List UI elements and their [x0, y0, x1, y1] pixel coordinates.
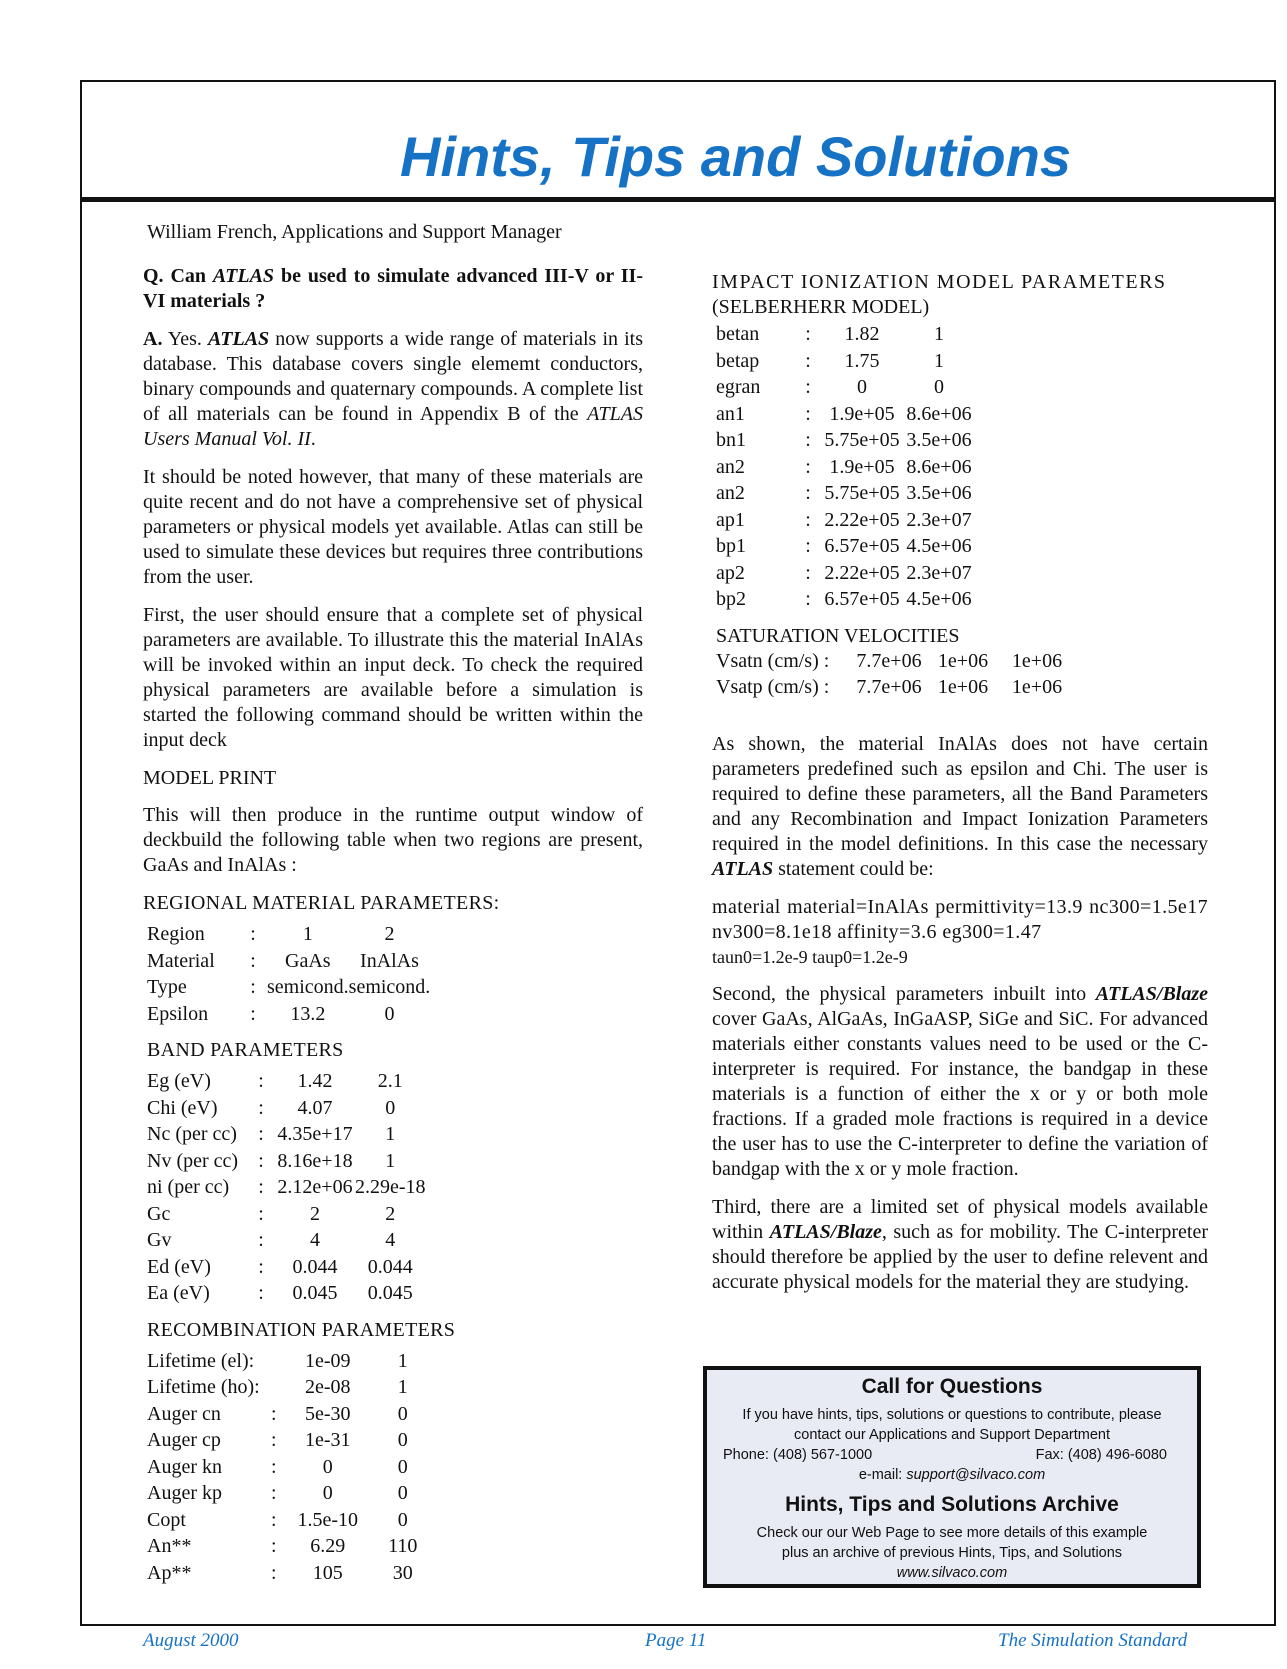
band-row — [147, 1281, 426, 1308]
band-cell: 8.16e+18 — [277, 1149, 353, 1172]
band-cell: ni (per cc) — [147, 1176, 230, 1198]
band-cell: Eg (eV) — [147, 1070, 211, 1092]
callbox-line1: If you have hints, tips, solutions or questions to contribute, please — [742, 1407, 1162, 1423]
impact-cell: 8.6e+06 — [906, 455, 972, 478]
impact-cell: 0 — [934, 376, 944, 398]
saturation-title: SATURATION VELOCITIES — [716, 624, 960, 647]
band-cell: 4 — [310, 1229, 320, 1251]
regional-cell: Region — [147, 923, 205, 945]
band-cell: 2.12e+06 — [277, 1176, 353, 1198]
footer-date: August 2000 — [143, 1630, 239, 1651]
recombination-cell: 2e-08 — [304, 1376, 351, 1398]
recombination-cell: 0 — [397, 1402, 408, 1425]
paragraph-6: Second, the physical parameters inbuilt into ATLAS/Blaze cover GaAs, AlGaAs, InGaASP, SiGe and SiC. For advanced materials either constants values need to be used or the C-interpreter is required. For instance, the bandgap in these materials is a function of either the x or y or both mole fractions. If a graded mole fractions is required in a device the user has to use the C-interpreter to define the variation of bandgap with the x or y mole fraction. — [712, 982, 1208, 1180]
impact-cell: an2 — [716, 455, 745, 478]
regional-cell: semicond. — [267, 976, 349, 998]
website-link[interactable]: www.silvaco.com — [896, 1565, 1008, 1581]
impact-cell: betan — [716, 323, 760, 345]
impact-cell: an2 — [716, 482, 745, 504]
recombination-row — [147, 1375, 438, 1402]
band-row — [147, 1255, 426, 1282]
band-cell: 0.045 — [292, 1282, 338, 1304]
recombination-row — [147, 1481, 438, 1508]
impact-cell: ap1 — [716, 508, 745, 531]
call-for-questions-box — [703, 1366, 1201, 1588]
email-line: e-mail: support@silvaco.com — [858, 1467, 1046, 1483]
impact-row — [716, 508, 974, 535]
question: Q. Can ATLAS be used to simulate advanced III-V or II-VI materials ? — [143, 265, 643, 312]
footer-publication: The Simulation Standard — [998, 1630, 1188, 1651]
band-cell: : — [258, 1176, 264, 1198]
regional-row — [147, 1002, 430, 1029]
impact-cell: ap2 — [716, 561, 745, 584]
answer-paragraph: A. Yes. ATLAS now supports a wide range of materials in its database. This database covers single elememt conductors, binary compounds and quaternary compounds. A complete list of all materials can be found in Appendix B of the ATLAS Users Manual Vol. II. — [143, 328, 644, 450]
impact-cell: egran — [716, 376, 761, 398]
recombination-cell: Copt — [147, 1508, 186, 1531]
regional-cell: 0 — [384, 1002, 395, 1025]
impact-cell: 1 — [934, 349, 944, 372]
band-cell: 2.29e-18 — [355, 1176, 426, 1198]
impact-row — [716, 455, 974, 482]
impact-cell: : — [805, 508, 811, 531]
recombination-row — [147, 1402, 438, 1429]
impact-cell: : — [805, 402, 811, 425]
impact-row — [716, 587, 974, 614]
band-cell: : — [258, 1282, 264, 1304]
impact-cell: bp2 — [716, 588, 746, 610]
band-cell: 1.42 — [297, 1070, 333, 1092]
impact-row — [716, 375, 974, 402]
paragraph-7: Third, there are a limited set of physical models available within ATLAS/Blaze, such as for mobility. The C-interpreter should therefore be applied by the user to define relevent and accurate physical models for the material they are studying. — [712, 1195, 1209, 1293]
recombination-cell: 1e-31 — [304, 1429, 351, 1451]
impact-cell: bp1 — [716, 535, 746, 557]
recombination-cell: : — [270, 1402, 277, 1425]
band-cell: Ed (eV) — [147, 1255, 211, 1278]
regional-row — [147, 949, 430, 976]
band-table — [147, 1069, 426, 1308]
callbox-title: Call for Questions — [861, 1375, 1043, 1398]
recombination-cell: 0 — [397, 1508, 408, 1531]
recombination-row — [147, 1455, 438, 1482]
impact-cell: 2.22e+05 — [824, 508, 900, 531]
impact-cell: 5.75e+05 — [824, 429, 900, 451]
material-statement: material material=InAlAs permittivity=13.9 nc300=1.5e17 nv300=8.1e18 affinity=3.6 eg300=1.47 taun0=1.2e-9 taup0=1.2e-9 — [712, 895, 1208, 967]
impact-cell: : — [805, 561, 811, 584]
impact-cell: 2.22e+05 — [824, 561, 900, 584]
band-cell: Gc — [147, 1202, 171, 1225]
band-cell: 0.045 — [367, 1282, 413, 1304]
band-cell: Nc (per cc) — [147, 1123, 237, 1145]
recombination-cell: : — [270, 1561, 277, 1584]
regional-cell: Type — [147, 976, 187, 998]
impact-cell: an1 — [716, 402, 745, 425]
regional-cell: : — [250, 1002, 256, 1025]
impact-cell: 2.3e+07 — [906, 561, 972, 584]
impact-cell: : — [805, 429, 811, 451]
saturation-cell: 7.7e+06 — [856, 676, 922, 698]
recombination-cell: : — [270, 1508, 277, 1531]
recombination-cell: 105 — [312, 1561, 343, 1584]
regional-cell: InAlAs — [360, 949, 419, 972]
impact-cell: 5.75e+05 — [824, 482, 900, 504]
recombination-table — [147, 1349, 438, 1588]
recombination-cell: 1 — [397, 1349, 408, 1372]
band-cell: 0.044 — [292, 1255, 338, 1278]
recombination-cell — [260, 1349, 288, 1376]
band-cell: 4.35e+17 — [277, 1123, 353, 1145]
impact-cell: : — [805, 455, 811, 478]
recombination-cell: Lifetime (ho): — [147, 1376, 260, 1398]
fax-text: Fax: (408) 496-6080 — [1035, 1447, 1167, 1463]
impact-cell: : — [805, 535, 811, 557]
recombination-cell: : — [270, 1482, 277, 1504]
band-cell: : — [258, 1149, 264, 1172]
band-cell: 1 — [385, 1123, 396, 1145]
recombination-cell: Auger kn — [147, 1455, 222, 1478]
band-cell: Chi (eV) — [147, 1096, 218, 1119]
recombination-row — [147, 1428, 438, 1455]
recombination-cell: 1e-09 — [304, 1349, 351, 1372]
impact-row — [716, 349, 974, 376]
impact-cell: 1.9e+05 — [829, 402, 895, 425]
regional-cell: 1 — [302, 923, 313, 945]
saturation-table — [716, 649, 1074, 702]
regional-cell: : — [250, 976, 256, 998]
impact-cell: 0 — [857, 376, 867, 398]
impact-cell: : — [805, 349, 811, 372]
impact-row — [716, 481, 974, 508]
band-cell: 4.07 — [297, 1096, 333, 1119]
recombination-cell: 6.29 — [310, 1535, 346, 1557]
phone-text: Phone: (408) 567-1000 — [723, 1447, 873, 1463]
saturation-row — [716, 675, 1074, 702]
recombination-cell: Auger cp — [147, 1429, 221, 1451]
band-cell: 1 — [385, 1149, 396, 1172]
recombination-cell: Lifetime (el): — [147, 1349, 255, 1372]
saturation-cell: 7.7e+06 — [856, 649, 922, 672]
saturation-row — [716, 649, 1074, 676]
recombination-cell: Ap** — [147, 1561, 192, 1584]
regional-cell: Material — [147, 949, 215, 972]
band-cell: Nv (per cc) — [147, 1149, 239, 1172]
recombination-cell: Auger cn — [147, 1402, 221, 1425]
contact-row — [707, 1445, 1197, 1465]
recombination-cell: 0 — [397, 1455, 408, 1478]
email-link[interactable]: support@silvaco.com — [906, 1467, 1046, 1483]
impact-cell: 1 — [934, 323, 944, 345]
saturation-cell: 1e+06 — [937, 676, 989, 698]
recombination-row — [147, 1508, 438, 1535]
impact-cell: : — [805, 323, 811, 345]
band-title: BAND PARAMETERS — [147, 1039, 344, 1061]
recombination-cell: 0 — [397, 1429, 408, 1451]
title-divider — [80, 197, 1276, 202]
band-cell: 4 — [385, 1229, 396, 1251]
band-cell: 2 — [385, 1202, 396, 1225]
impact-row — [716, 322, 974, 349]
impact-subtitle: (SELBERHERR MODEL) — [712, 296, 930, 318]
impact-cell: 8.6e+06 — [906, 402, 972, 425]
recombination-cell: 0 — [397, 1482, 408, 1504]
band-row — [147, 1228, 426, 1255]
regional-cell: Epsilon — [147, 1002, 209, 1025]
recombination-cell: : — [270, 1455, 277, 1478]
paragraph-3: First, the user should ensure that a complete set of physical parameters are available. To illustrate this the material InAlAs will be invoked within an input deck. To check the required physical parameters are available before a simulation is started the following command should be written within the input deck — [143, 604, 643, 751]
impact-cell: : — [805, 482, 811, 504]
impact-cell: 3.5e+06 — [906, 429, 972, 451]
impact-cell: 1.9e+05 — [829, 455, 895, 478]
band-row — [147, 1149, 426, 1176]
command-text: MODEL PRINT — [143, 767, 277, 789]
impact-cell: 1.82 — [844, 323, 880, 345]
band-row — [147, 1069, 426, 1096]
band-cell: Ea (eV) — [147, 1282, 210, 1304]
impact-cell: betap — [716, 349, 760, 372]
recombination-row — [147, 1349, 438, 1376]
impact-cell: 6.57e+05 — [824, 588, 900, 610]
recombination-cell: An** — [147, 1535, 192, 1557]
band-row — [147, 1175, 426, 1202]
band-cell: : — [258, 1070, 264, 1092]
impact-cell: 4.5e+06 — [906, 588, 972, 610]
band-cell: 0 — [385, 1096, 396, 1119]
band-row — [147, 1096, 426, 1123]
saturation-cell: Vsatp (cm/s) : — [716, 676, 830, 698]
impact-cell: : — [805, 588, 811, 610]
recombination-title: RECOMBINATION PARAMETERS — [147, 1318, 456, 1341]
recombination-cell: 0 — [322, 1482, 333, 1504]
page-title: Hints, Tips and Solutions — [400, 125, 1071, 188]
recombination-cell: 0 — [322, 1455, 333, 1478]
regional-cell: 13.2 — [290, 1002, 326, 1025]
paragraph-5: As shown, the material InAlAs does not have certain parameters predefined such as epsilon and Chi. The user is required to define these parameters, all the Band Parameters and any Recombination and Impact Ionization Parameters required in the model definitions. In this case the necessary ATLAS statement could be: — [712, 732, 1208, 880]
band-cell: : — [258, 1229, 264, 1251]
band-cell: : — [258, 1202, 264, 1225]
saturation-cell: 1e+06 — [937, 649, 989, 672]
impact-cell: 1.75 — [844, 349, 880, 372]
regional-cell: : — [250, 923, 256, 945]
recombination-cell: 1 — [397, 1376, 408, 1398]
recombination-cell: 5e-30 — [304, 1402, 351, 1425]
band-cell: : — [258, 1123, 264, 1145]
recombination-cell: 30 — [392, 1561, 413, 1584]
saturation-cell: 1e+06 — [1011, 649, 1063, 672]
recombination-cell: Auger kp — [147, 1482, 222, 1504]
left-column — [143, 264, 643, 1597]
impact-cell: : — [805, 376, 811, 398]
impact-row — [716, 402, 974, 429]
band-cell: : — [258, 1096, 264, 1119]
impact-table — [716, 322, 974, 614]
impact-cell: 3.5e+06 — [906, 482, 972, 504]
impact-cell: bn1 — [716, 429, 746, 451]
author-line: William French, Applications and Support Manager — [147, 221, 562, 243]
band-row — [147, 1202, 426, 1229]
regional-cell: GaAs — [285, 949, 331, 972]
impact-row — [716, 534, 974, 561]
archive-line1: Check our our Web Page to see more details of this example — [756, 1525, 1148, 1541]
regional-cell: : — [250, 949, 256, 972]
archive-line2: plus an archive of previous Hints, Tips, and Solutions — [781, 1545, 1123, 1561]
regional-row — [147, 922, 430, 949]
recombination-cell: 110 — [388, 1535, 418, 1557]
impact-row — [716, 561, 974, 588]
band-cell: : — [258, 1255, 264, 1278]
band-row — [147, 1122, 426, 1149]
band-cell: 2.1 — [377, 1070, 403, 1092]
recombination-cell: : — [270, 1429, 277, 1451]
recombination-row — [147, 1534, 438, 1561]
recombination-cell: : — [270, 1535, 277, 1557]
regional-cell: 2 — [384, 923, 395, 945]
regional-row — [147, 975, 430, 1002]
band-cell: 2 — [310, 1202, 320, 1225]
regional-cell: semicond. — [348, 976, 431, 998]
impact-cell: 4.5e+06 — [906, 535, 972, 557]
recombination-row — [147, 1561, 438, 1588]
recombination-cell — [260, 1375, 288, 1402]
right-column — [712, 270, 1208, 1308]
footer-page: Page 11 — [645, 1630, 707, 1651]
band-cell: 0.044 — [367, 1255, 413, 1278]
recombination-cell: 1.5e-10 — [297, 1508, 358, 1531]
paragraph-2: It should be noted however, that many of these materials are quite recent and do not have a comprehensive set of physical parameters or physical models yet available. Atlas can still be used to simulate these devices but requires three contributions from the user. — [143, 466, 643, 588]
saturation-cell: Vsatn (cm/s) : — [716, 649, 830, 672]
impact-title: IMPACT IONIZATION MODEL PARAMETERS — [712, 271, 1167, 293]
band-cell: Gv — [147, 1229, 172, 1251]
saturation-cell: 1e+06 — [1011, 676, 1063, 698]
impact-row — [716, 428, 974, 455]
impact-cell: 6.57e+05 — [824, 535, 900, 557]
paragraph-4: This will then produce in the runtime output window of deckbuild the following table when two regions are present, GaAs and InAlAs : — [143, 804, 643, 876]
impact-cell: 2.3e+07 — [906, 508, 972, 531]
callbox-line2: contact our Applications and Support Department — [794, 1427, 1110, 1443]
regional-title: REGIONAL MATERIAL PARAMETERS: — [143, 892, 500, 914]
regional-table — [147, 922, 430, 1028]
archive-title: Hints, Tips and Solutions Archive — [785, 1493, 1119, 1516]
